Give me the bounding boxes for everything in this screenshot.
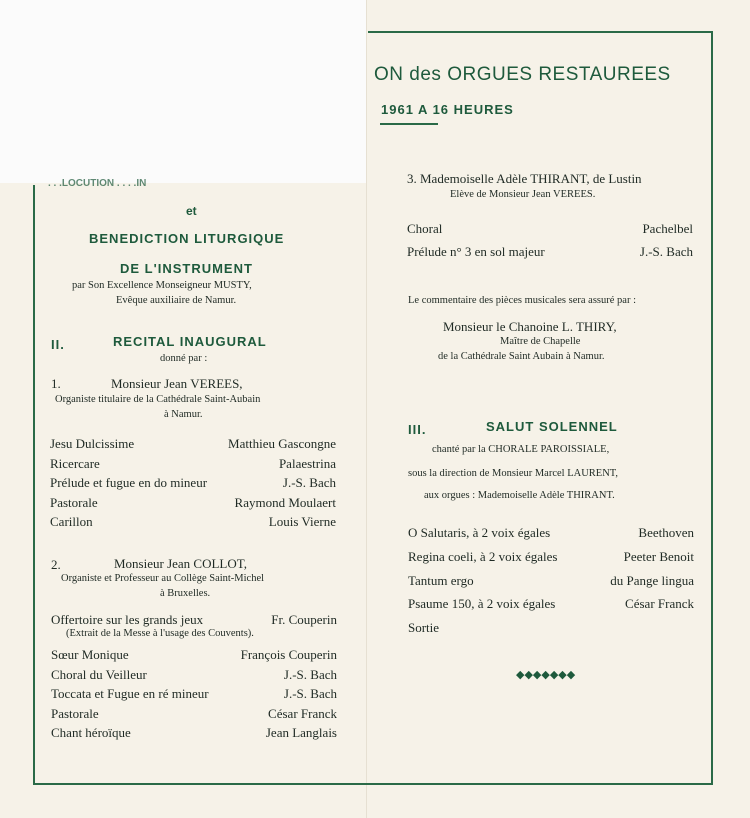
piece-composer: J.-S. Bach	[282, 475, 336, 490]
piece-title: Offertoire sur les grands jeux	[51, 612, 204, 627]
piece-title: Choral du Veilleur	[51, 666, 147, 682]
piece-composer: Raymond Moulaert	[234, 494, 336, 510]
piece-title: Choral	[407, 221, 443, 236]
piece-title: Chant héroïque	[51, 725, 131, 740]
piece-title: Regina coeli, à 2 voix égales	[408, 548, 558, 564]
program-row	[51, 647, 337, 663]
program-row	[50, 495, 336, 511]
program-row	[408, 573, 694, 589]
piece-composer: Beethoven	[638, 525, 694, 540]
piece-composer: J.-S. Bach	[283, 686, 337, 701]
organist-line: aux orgues : Mademoiselle Adèle THIRANT.	[424, 490, 615, 501]
piece-title: Sœur Monique	[51, 647, 129, 662]
frame-bottom	[33, 783, 713, 785]
program-row	[50, 436, 336, 452]
program-row	[408, 620, 694, 636]
piece-title: Toccata et Fugue en ré mineur	[51, 686, 209, 701]
piece-composer: Peeter Benoit	[623, 548, 694, 564]
et-label: et	[186, 204, 197, 218]
chorale-line: chanté par la CHORALE PAROISSIALE,	[432, 444, 610, 455]
program-row	[408, 549, 694, 565]
torn-fragment: . . .LOCUTION . . . .IN	[48, 178, 147, 189]
performer-1-city: à Namur.	[164, 409, 203, 420]
piece-composer: J.-S. Bach	[639, 244, 693, 259]
program-row	[408, 525, 694, 541]
performer-1-role: Organiste titulaire de la Cathédrale Saint-Aubain	[55, 394, 261, 405]
section-3-number: III.	[408, 422, 427, 437]
performer-2-number: 2.	[51, 557, 61, 572]
program-row	[50, 456, 336, 472]
program-row	[51, 686, 337, 702]
ornament-diamonds: ◆◆◆◆◆◆◆	[516, 669, 576, 681]
performer-2-name: Monsieur Jean COLLOT,	[114, 556, 247, 571]
performer-3-line: 3. Mademoiselle Adèle THIRANT, de Lustin	[407, 171, 642, 186]
performer-3-role: Elève de Monsieur Jean VEREES.	[450, 189, 596, 200]
program-row	[407, 221, 693, 237]
performer-2-role: Organiste et Professeur au Collège Saint-Michel	[61, 573, 265, 584]
piece-composer: J.-S. Bach	[283, 666, 337, 682]
offertoire-row	[51, 612, 337, 628]
piece-composer: François Couperin	[240, 647, 337, 662]
piece-title: Pastorale	[50, 494, 98, 510]
performer-1-name: Monsieur Jean VEREES,	[111, 376, 243, 391]
thiry-role: Maître de Chapelle	[500, 336, 581, 347]
benediction-heading: BENEDICTION LITURGIQUE	[89, 231, 285, 246]
piece-title: O Salutaris, à 2 voix égales	[408, 525, 551, 540]
frame-top	[368, 31, 713, 33]
thiry-name: Monsieur le Chanoine L. THIRY,	[443, 319, 617, 334]
piece-composer: César Franck	[268, 705, 337, 721]
piece-composer: Palaestrina	[278, 455, 336, 471]
piece-composer: Pachelbel	[642, 221, 693, 236]
thiry-cathedral: de la Cathédrale Saint Aubain à Namur.	[438, 351, 605, 362]
performer-1-number: 1.	[51, 376, 61, 391]
piece-composer: Jean Langlais	[265, 725, 337, 740]
performer-2-city: à Bruxelles.	[160, 588, 211, 599]
frame-right	[711, 32, 713, 784]
piece-title: Ricercare	[50, 455, 100, 471]
section-2-number: II.	[51, 337, 65, 352]
piece-title: Jesu Dulcissime	[50, 436, 135, 451]
piece-title: Tantum ergo	[408, 572, 474, 588]
piece-title: Prélude n° 3 en sol majeur	[407, 244, 545, 259]
piece-composer: César Franck	[625, 596, 694, 612]
bishop-byline: par Son Excellence Monseigneur MUSTY,	[72, 280, 252, 291]
program-row	[407, 244, 693, 260]
offertoire-note: (Extrait de la Messe à l'usage des Couvents).	[66, 628, 254, 639]
direction-line: sous la direction de Monsieur Marcel LAURENT,	[408, 468, 619, 479]
program-row	[50, 514, 336, 530]
piece-composer: Louis Vierne	[268, 514, 336, 529]
piece-title: Pastorale	[51, 705, 99, 721]
piece-composer: du Pange lingua	[610, 572, 694, 588]
piece-composer: Matthieu Gascongne	[228, 436, 336, 451]
program-row	[51, 725, 337, 741]
commentary-line: Le commentaire des pièces musicales sera assuré par :	[408, 295, 636, 306]
program-row	[51, 667, 337, 683]
given-by: donné par :	[160, 353, 208, 364]
program-row	[408, 596, 694, 612]
torn-paper-area	[0, 0, 367, 183]
section-3-title: SALUT SOLENNEL	[486, 419, 618, 434]
frame-left	[33, 185, 35, 785]
piece-title: Psaume 150, à 2 voix égales	[408, 596, 556, 612]
piece-title: Carillon	[50, 514, 93, 529]
header-rule	[380, 123, 438, 125]
piece-title: Sortie	[408, 620, 440, 636]
piece-title: Prélude et fugue en do mineur	[50, 475, 208, 490]
program-row	[51, 706, 337, 722]
program-row	[50, 475, 336, 491]
header-date: 1961 A 16 HEURES	[381, 102, 514, 117]
section-2-title: RECITAL INAUGURAL	[113, 334, 267, 349]
bishop-title: Evêque auxiliaire de Namur.	[116, 295, 237, 306]
header-title: ON des ORGUES RESTAUREES	[374, 64, 671, 85]
instrument-heading: DE L'INSTRUMENT	[120, 261, 253, 276]
page-fold	[366, 0, 367, 818]
piece-composer: Fr. Couperin	[271, 612, 337, 627]
